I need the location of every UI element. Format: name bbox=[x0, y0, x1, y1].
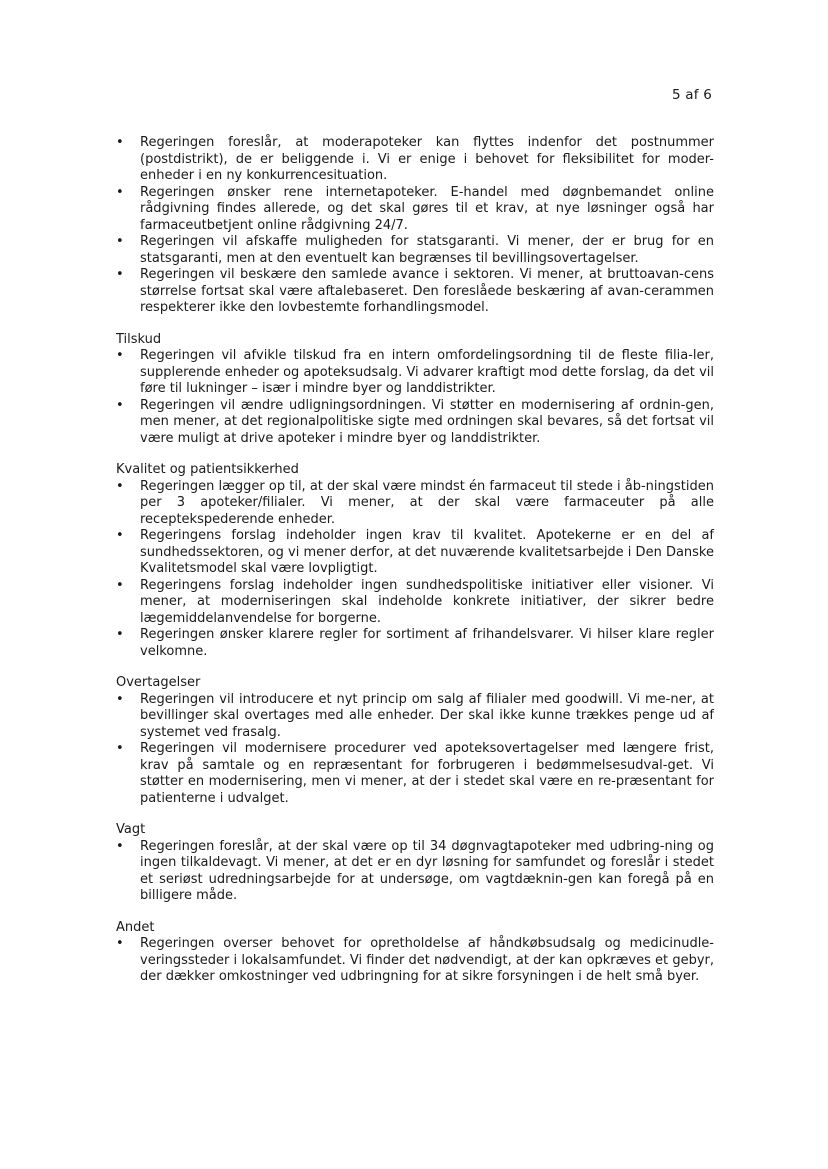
document-body bbox=[116, 135, 714, 986]
list-item: • Regeringen vil afskaffe muligheden for statsgaranti. Vi mener, der er brug for en statsgaranti, men at den eventuelt kan begrænses til bevillingsovertagelser. bbox=[116, 234, 714, 267]
list-item: • Regeringen ønsker klarere regler for sortiment af frihandelsvarer. Vi hilser klare regler velkomne. bbox=[116, 627, 714, 660]
bullet-list bbox=[116, 348, 714, 447]
bullet-list bbox=[116, 692, 714, 808]
section-heading: Vagt bbox=[116, 822, 146, 837]
section-heading: Overtagelser bbox=[116, 675, 201, 690]
list-item: • Regeringen vil ændre udligningsordningen. Vi støtter en modernisering af ordnin-gen, men mener, at det regionalpolitiske sigte med ordningen skal bevares, så det fortsat vil være muligt at drive apoteker i mindre byer og landdistrikter. bbox=[116, 398, 714, 448]
list-item: • Regeringen ønsker rene internetapoteker. E-handel med døgnbemandet online rådgivning findes allerede, og det skal gøres til et krav, at nye løsninger også har farmaceutbetjent online rådgivning 24/7. bbox=[116, 185, 714, 235]
list-item: • Regeringen vil afvikle tilskud fra en intern omfordelingsordning til de fleste filia-ler, supplerende enheder og apoteksudsalg. Vi advarer kraftigt mod dette forslag, da det vil føre til lukninger – især i mindre byer og landdistrikter. bbox=[116, 348, 714, 398]
section-overtagelser bbox=[116, 675, 714, 807]
intro-bullet-list bbox=[116, 135, 714, 317]
list-item: • Regeringen vil beskære den samlede avance i sektoren. Vi mener, at bruttoavan-cens størrelse fortsat skal være aftalebaseret. Den foreslåede beskæring af avan-cerammen respekterer ikke den lovbestemte forhandlingsmodel. bbox=[116, 267, 714, 317]
list-item: • Regeringens forslag indeholder ingen krav til kvalitet. Apotekerne er en del af sundhedssektoren, og vi mener derfor, at det nuværende kvalitetsarbejde i Den Danske Kvalitetsmodel skal være lovpligtigt. bbox=[116, 528, 714, 578]
list-item: • Regeringen vil modernisere procedurer ved apoteksovertagelser med længere frist, krav på samtale og en repræsentant for forbrugeren i bedømmelsesudval-get. Vi støtter en modernisering, men vi mener, at der i stedet skal være en re-præsentant for patienterne i udvalget. bbox=[116, 741, 714, 807]
section-kvalitet-og-patientsikkerhed bbox=[116, 462, 714, 660]
list-item: • Regeringen overser behovet for opretholdelse af håndkøbsudsalg og medicinudle-veringssteder i lokalsamfundet. Vi finder det nødvendigt, at der kan opkræves et gebyr, der dækker omkostninger ved udbringning for at sikre forsyningen i de helt små byer. bbox=[116, 936, 714, 986]
list-item: • Regeringens forslag indeholder ingen sundhedspolitiske initiativer eller visioner. Vi mener, at moderniseringen skal indeholde konkrete initiativer, der sikrer bedre lægemiddelanvendelse for borgerne. bbox=[116, 578, 714, 628]
section-tilskud bbox=[116, 332, 714, 448]
section-vagt bbox=[116, 822, 714, 905]
list-item: • Regeringen lægger op til, at der skal være mindst én farmaceut til stede i åb-ningstiden per 3 apoteker/filialer. Vi mener, at der skal være farmaceuter på alle receptekspederende enheder. bbox=[116, 479, 714, 529]
list-item: • Regeringen foreslår, at moderapoteker kan flyttes indenfor det postnummer (postdistrikt), de er beliggende i. Vi er enige i behovet for fleksibilitet for moder-enheder i en ny konkurrencesituation. bbox=[116, 135, 714, 185]
page-number: 5 af 6 bbox=[672, 87, 712, 103]
section-heading: Tilskud bbox=[116, 331, 162, 347]
bullet-list bbox=[116, 936, 714, 986]
list-item: • Regeringen vil introducere et nyt princip om salg af filialer med goodwill. Vi me-ner, at bevillinger skal overtages med alle enheder. Der skal ikke kunne trækkes penge ud af systemet ved frasalg. bbox=[116, 692, 714, 742]
section-heading: Kvalitet og patientsikkerhed bbox=[116, 462, 299, 477]
bullet-list bbox=[116, 839, 714, 905]
section-heading: Andet bbox=[116, 919, 155, 935]
list-item: • Regeringen foreslår, at der skal være op til 34 døgnvagtapoteker med udbring-ning og ingen tilkaldevagt. Vi mener, at det er en dyr løsning for samfundet og foreslår i stedet et seriøst udredningsarbejde for at undersøge, om vagtdæknin-gen kan foregå på en billigere måde. bbox=[116, 839, 714, 905]
bullet-list bbox=[116, 479, 714, 661]
section-andet bbox=[116, 920, 714, 986]
